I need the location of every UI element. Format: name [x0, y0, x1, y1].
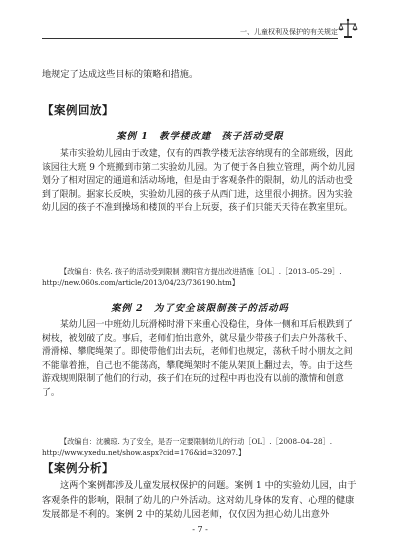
intro-paragraph: 地规定了达成这些目标的策略和措施。 — [42, 69, 199, 80]
case-analysis-heading: 【案例分析】 — [42, 461, 114, 475]
case1-title: 案例 1 教学楼改建 孩子活动受限 — [116, 131, 284, 142]
running-header: 一、儿童权利及保护的有关规定 — [240, 28, 338, 36]
case2-title: 案例 2 为了安全该限制孩子的活动吗 — [111, 303, 289, 314]
header-rule — [42, 38, 338, 39]
justice-scale-icon — [338, 18, 358, 40]
case-review-heading: 【案例回放】 — [42, 103, 114, 117]
page-number: - 7 - — [192, 525, 208, 534]
analysis-paragraph: 这两个案例都涉及儿童发展权保护的问题。案例 1 中的实验幼儿园，由于客观条件的影响，限制了幼儿的户外活动。这对幼儿身体的发育、心理的健康发展都是不利的。案例 2 中的某幼儿园老师，仅仅因为担心幼儿出意外 — [42, 480, 357, 520]
page-header — [42, 16, 358, 46]
case1-body: 某市实验幼儿园由于改建，仅有的西教学楼无法容纳现有的全部班级，因此该园往大班 9 个班搬到市第二实验幼儿园。为了便于各自独立管理，两个幼儿园划分了相对固定的通道和活动场地，但是由于客观条件的限制，幼儿的活动也受到了限制。据家长反映，实验幼儿园的孩子从西门进，这里很小拥挤。因为实验幼儿园的孩子不准到操场和楼顶的平台上玩耍，孩子们只能天天待在教室里玩。 — [42, 149, 356, 213]
case2-source: 【改编自：沈骥琼. 为了安全，是否一定要限制幼儿的行动［OL］.［2008–04–28］. http://www.yxedu.net/show.aspx?cid=176&id=32097.】 — [42, 437, 333, 457]
case2-body: 某幼儿园一中班幼儿玩滑梯时滑下来重心没稳住，身体一侧和耳后根跌到了树枝，被划破了皮。事后，老师们怕出意外，就尽量少带孩子们去户外荡秋千、滑滑梯、攀爬绳架了。即使带他们出去玩，老师们也规定，荡秋千时小朋友之间不能靠着推，自己也不能荡高，攀爬绳架时不能从架顶上翻过去，等。由于这些游戏规则限制了他们的行动，孩子们在玩的过程中再也没有以前的激情和创意了。 — [42, 320, 353, 398]
case1-source: 【改编自：佚名. 孩子的活动受到限制 濮阳官方提出改进措施［OL］.［2013–05–29］. http://new.060s.com/article/2013/04/23/736190.htm】 — [42, 267, 342, 287]
